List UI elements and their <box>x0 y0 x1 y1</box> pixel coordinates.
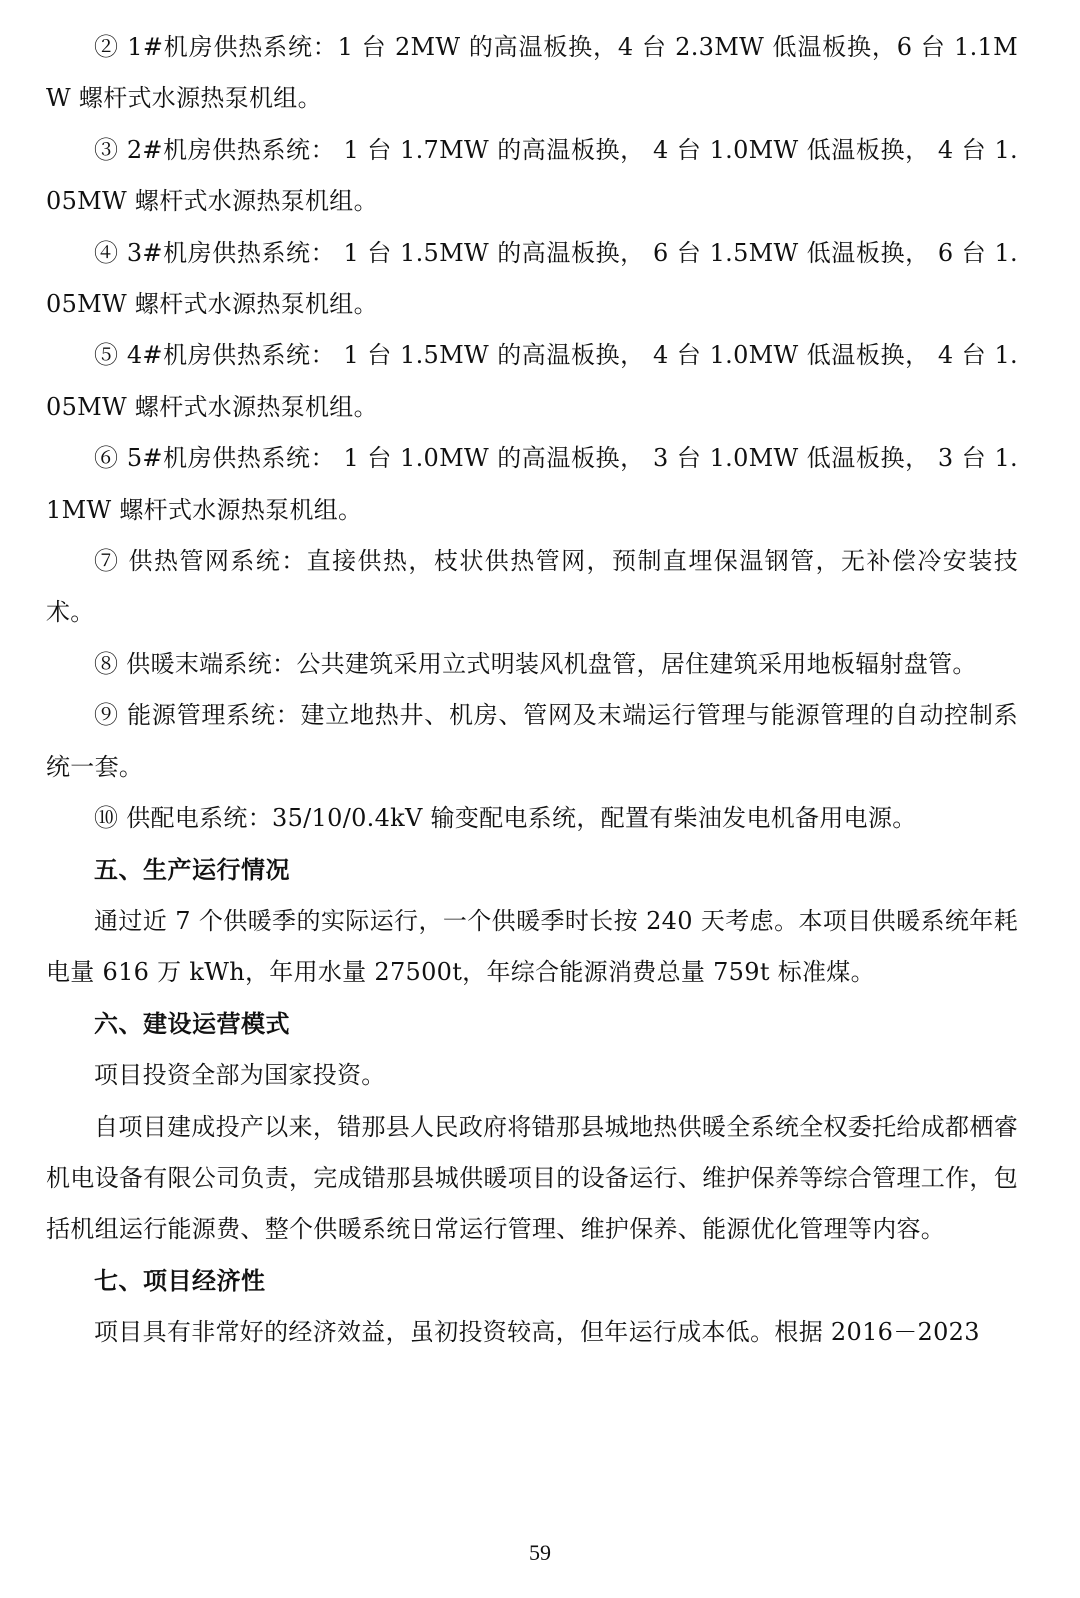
section-7-heading: 七、项目经济性 <box>94 1266 266 1295</box>
section-6-paragraph-1: 项目投资全部为国家投资。 <box>94 1061 386 1090</box>
section-5-paragraph: 通过近 7 个供暖季的实际运行，一个供暖季时长按 240 天考虑。本项目供暖系统年耗电量 616 万 kWh，年用水量 27500t，年综合能源消费总量 759t 标准煤。 <box>46 906 1018 987</box>
section-6-paragraph-2: 自项目建成投产以来，错那县人民政府将错那县城地热供暖全系统全权委托给成都栖睿机电设备有限公司负责，完成错那县城供暖项目的设备运行、维护保养等综合管理工作，包括机组运行能源费、整个供暖系统日常运行管理、维护保养、能源优化管理等内容。 <box>46 1112 1018 1244</box>
item-3-machine-room-2: ③ 2#机房供热系统： 1 台 1.7MW 的高温板换， 4 台 1.0MW 低温板换， 4 台 1.05MW 螺杆式水源热泵机组。 <box>46 135 1018 216</box>
item-2-machine-room-1: ② 1#机房供热系统：1 台 2MW 的高温板换，4 台 2.3MW 低温板换，6 台 1.1MW 螺杆式水源热泵机组。 <box>46 33 1018 113</box>
item-10-power-supply: ⑩ 供配电系统：35/10/0.4kV 输变配电系统，配置有柴油发电机备用电源。 <box>94 804 917 833</box>
section-5-heading: 五、生产运行情况 <box>94 855 290 884</box>
item-7-pipe-network: ⑦ 供热管网系统：直接供热，枝状供热管网，预制直埋保温钢管，无补偿冷安装技术。 <box>46 547 1018 627</box>
section-7-paragraph: 项目具有非常好的经济效益，虽初投资较高，但年运行成本低。根据 2016－2023 <box>94 1318 980 1347</box>
page-number: 59 <box>529 1540 551 1565</box>
item-6-machine-room-5: ⑥ 5#机房供热系统： 1 台 1.0MW 的高温板换， 3 台 1.0MW 低温板换， 3 台 1.1MW 螺杆式水源热泵机组。 <box>46 444 1018 524</box>
section-6-heading: 六、建设运营模式 <box>94 1009 290 1038</box>
document-body <box>46 22 1018 1359</box>
item-8-terminal-system: ⑧ 供暖末端系统：公共建筑采用立式明装风机盘管，居住建筑采用地板辐射盘管。 <box>94 649 977 678</box>
item-9-energy-management: ⑨ 能源管理系统：建立地热井、机房、管网及末端运行管理与能源管理的自动控制系统一套。 <box>46 701 1018 781</box>
item-5-machine-room-4: ⑤ 4#机房供热系统： 1 台 1.5MW 的高温板换， 4 台 1.0MW 低温板换， 4 台 1.05MW 螺杆式水源热泵机组。 <box>46 341 1018 421</box>
item-4-machine-room-3: ④ 3#机房供热系统： 1 台 1.5MW 的高温板换， 6 台 1.5MW 低温板换， 6 台 1.05MW 螺杆式水源热泵机组。 <box>46 238 1018 319</box>
